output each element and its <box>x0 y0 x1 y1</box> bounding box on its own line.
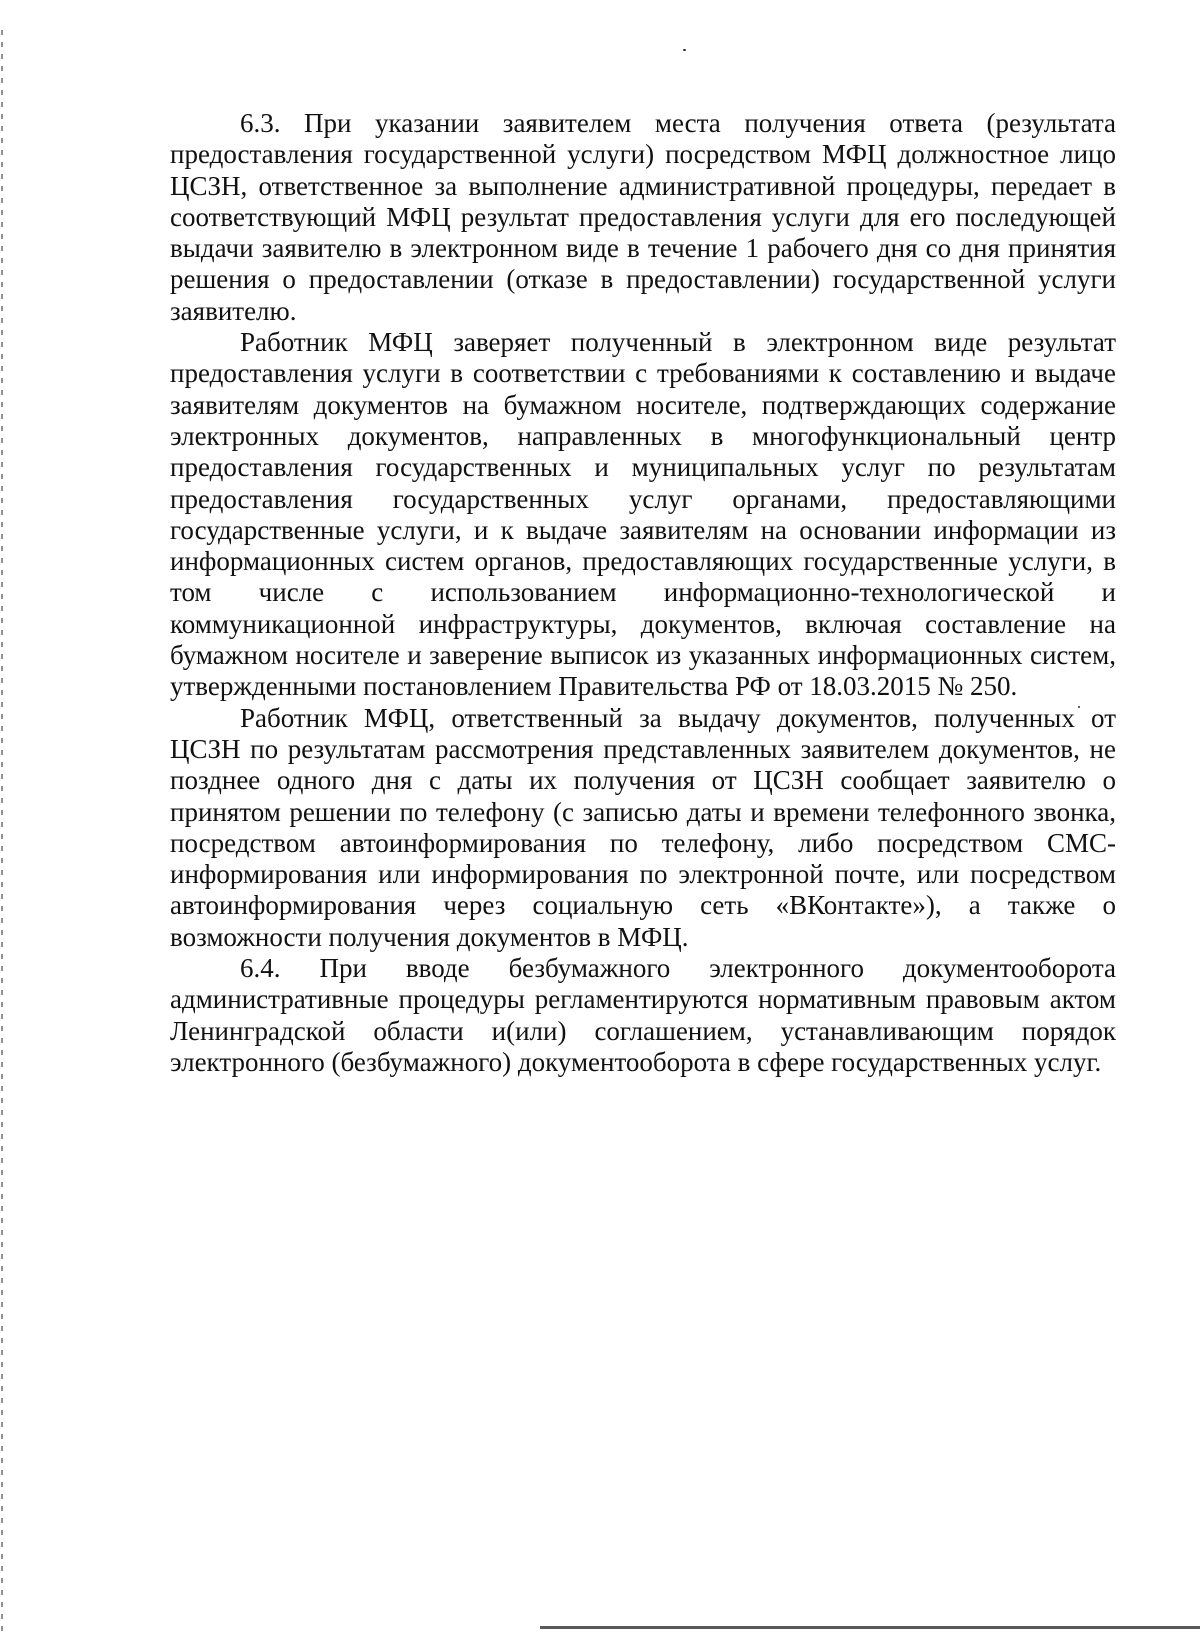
paragraph-mfc-certification: Работник МФЦ заверяет полученный в электронном виде результат предоставления услуги в соответствии с требованиями к составлению и выдаче заявителям документов на бумажном носителе, подтверждающих содержание электронных документов, направленных в многофункциональный центр предоставления государственных и муниципальных услуг по результатам предоставления государственных услуг органами, предоставляющими государственные услуги, и к выдаче заявителям на основании информации из информационных систем органов, предоставляющих государственные услуги, в том числе с использованием информационно-технологической и коммуникационной инфраструктуры, документов, включая составление на бумажном носителе и заверение выписок из указанных информационных систем, утвержденными постановлением Правительства РФ от 18.03.2015 № 250. <box>170 327 1116 702</box>
paragraph-6-3: 6.3. При указании заявителем места получения ответа (результата предоставления государственной услуги) посредством МФЦ должностное лицо ЦСЗН, ответственное за выполнение административной процедуры, передает в соответствующий МФЦ результат предоставления услуги для его последующей выдачи заявителю в электронном виде в течение 1 рабочего дня со дня принятия решения о предоставлении (отказе в предоставлении) государственной услуги заявителю. <box>170 108 1116 326</box>
paragraph-mfc-notification: Работник МФЦ, ответственный за выдачу документов, полученных от ЦСЗН по результатам рассмотрения представленных заявителем документов, не позднее одного дня с даты их получения от ЦСЗН сообщает заявителю о принятом решении по телефону (с записью даты и времени телефонного звонка, посредством автоинформирования по телефону, либо посредством СМС-информирования или информирования по электронной почте, или посредством автоинформирования через социальную сеть «ВКонтакте»), а также о возможности получения документов в МФЦ. <box>170 702 1116 952</box>
scan-speck <box>683 49 686 51</box>
document-body <box>170 108 1116 1078</box>
scan-left-edge <box>1 30 3 1634</box>
paragraph-6-4: 6.4. При вводе безбумажного электронного документооборота административные процедуры регламентируются нормативным правовым актом Ленинградской области и(или) соглашением, устанавливающим порядок электронного (безбумажного) документооборота в сфере государственных услуг. <box>170 953 1116 1077</box>
scan-bottom-line <box>540 1626 1200 1629</box>
